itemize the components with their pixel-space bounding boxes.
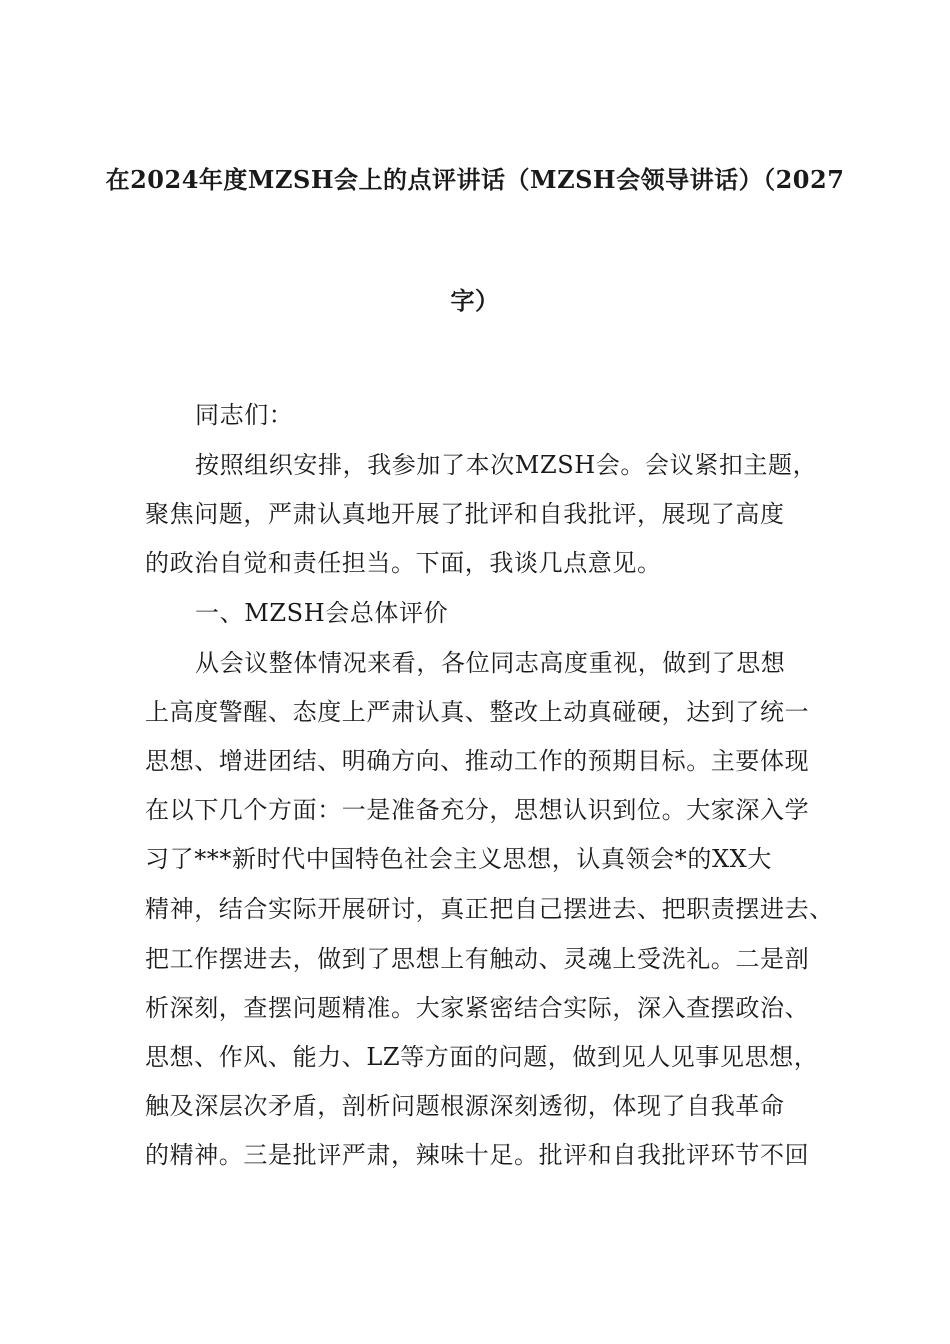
paragraph-line: 习了***新时代中国特色社会主义思想，认真领会*的XX大 <box>145 845 772 873</box>
salutation: 同志们： <box>195 401 294 429</box>
paragraph-line: 触及深层次矛盾，剖析问题根源深刻透彻，体现了自我革命 <box>145 1092 785 1120</box>
paragraph-line: 思想、增进团结、明确方向、推动工作的预期目标。主要体现 <box>145 747 810 775</box>
section-heading: 一、MZSH会总体评价 <box>195 599 449 627</box>
paragraph-line: 在以下几个方面：一是准备充分，思想认识到位。大家深入学 <box>145 796 810 824</box>
paragraph-line: 的精神。三是批评严肃，辣味十足。批评和自我批评环节不回 <box>145 1141 810 1169</box>
paragraph-line: 思想、作风、能力、LZ等方面的问题，做到见人见事见思想， <box>145 1043 819 1071</box>
paragraph-line: 把工作摆进去，做到了思想上有触动、灵魂上受洗礼。二是剖 <box>145 945 810 973</box>
paragraph-line: 的政治自觉和责任担当。下面，我谈几点意见。 <box>145 549 662 577</box>
document-title-line-1: 在2024年度MZSH会上的点评讲话（MZSH会领导讲话）（2027 <box>105 165 845 194</box>
document-title-line-2: 字） <box>450 286 500 315</box>
paragraph-line: 按照组织安排，我参加了本次MZSH会。会议紧扣主题， <box>195 451 818 479</box>
paragraph-line: 聚焦问题，严肃认真地开展了批评和自我批评，展现了高度 <box>145 500 785 528</box>
paragraph-line: 析深刻，查摆问题精准。大家紧密结合实际，深入查摆政治、 <box>145 994 810 1022</box>
paragraph-line: 从会议整体情况来看，各位同志高度重视，做到了思想 <box>195 649 786 677</box>
paragraph-line: 精神，结合实际开展研讨，真正把自己摆进去、把职责摆进去、 <box>145 895 834 923</box>
paragraph-line: 上高度警醒、态度上严肃认真、整改上动真碰硬，达到了统一 <box>145 698 810 726</box>
